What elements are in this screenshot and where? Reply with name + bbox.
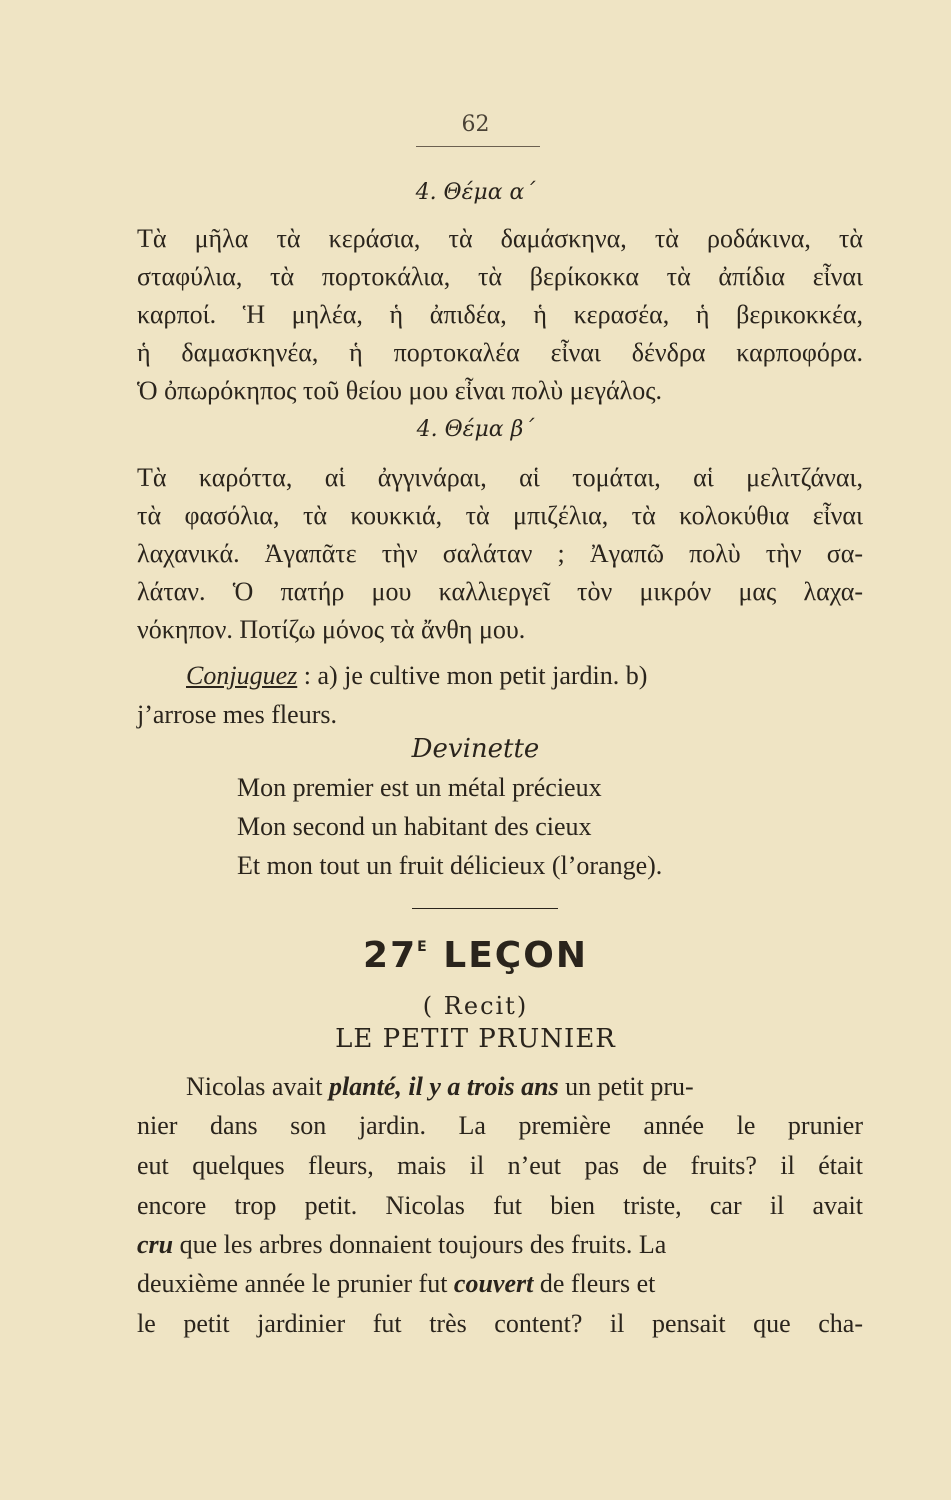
conjuguez-text: : a) je cultive mon petit jardin. b) <box>297 661 648 690</box>
story-line: eut quelques fleurs, mais il n’eut pas de fruits? il était <box>137 1151 863 1180</box>
conjuguez-line <box>186 658 863 694</box>
story-text: un petit pru- <box>558 1072 694 1101</box>
story-italic: planté, il y a trois ans <box>328 1072 559 1101</box>
story-line <box>137 1266 863 1302</box>
theme-a-line: ἡ δαμασκηνέα, ἡ πορτοκαλέα εἶναι δένδρα καρποφόρα. <box>137 338 863 367</box>
theme-a-line: σταφύλια, τὰ πορτοκάλια, τὰ βερίκοκκα τὰ ἀπίδια εἶναι <box>137 262 863 291</box>
conjuguez-line-2: j’arrose mes fleurs. <box>137 700 337 729</box>
story-italic: couvert <box>453 1269 534 1298</box>
poem-line: Mon second un habitant des cieux <box>237 812 592 841</box>
lesson-title: LE PETIT PRUNIER <box>335 1024 616 1054</box>
section-divider <box>412 908 558 909</box>
story-text: deuxième année le prunier fut <box>137 1269 454 1298</box>
story-italic: cru <box>137 1230 174 1259</box>
story-text: que les arbres donnaient toujours des fruits. La <box>173 1230 667 1259</box>
theme-a-heading: 4. Θέμα α΄ <box>415 180 536 205</box>
devinette-title: Devinette <box>411 734 540 764</box>
lesson-number: 27 <box>363 935 418 976</box>
lesson-word: LEÇON <box>443 935 588 976</box>
theme-b-line: τὰ φασόλια, τὰ κουκκιά, τὰ μπιζέλια, τὰ κολοκύθια εἶναι <box>137 501 863 530</box>
poem-line: Mon premier est un métal précieux <box>237 773 602 802</box>
lesson-heading <box>0 935 951 976</box>
poem-line: Et mon tout un fruit délicieux (l’orange). <box>237 851 663 880</box>
story-text: Nicolas avait <box>186 1072 329 1101</box>
story-line <box>137 1227 863 1263</box>
theme-a-line: καρποί. Ἡ μηλέα, ἡ ἀπιδέα, ἡ κερασέα, ἡ βερικοκκέα, <box>137 300 863 329</box>
theme-b-line: λαχανικά. Ἀγαπᾶτε τὴν σαλάταν ; Ἀγαπῶ πολὺ τὴν σα- <box>137 539 863 568</box>
conjuguez-label: Conjuguez <box>186 661 298 690</box>
theme-b-line: λάταν. Ὁ πατήρ μου καλλιεργεῖ τὸν μικρόν μας λαχα- <box>137 577 863 606</box>
page-number-rule <box>416 146 540 147</box>
theme-a-line: Τὰ μῆλα τὰ κεράσια, τὰ δαμάσκηνα, τὰ ροδάκινα, τὰ <box>137 224 863 253</box>
lesson-type: ( Recit) <box>422 992 529 1020</box>
theme-a-line: Ὁ ὀπωρόκηπος τοῦ θείου μου εἶναι πολὺ μεγάλος. <box>137 376 663 405</box>
theme-b-line: νόκηπον. Ποτίζω μόνος τὰ ἄνθη μου. <box>137 615 526 644</box>
story-text: de fleurs et <box>533 1269 656 1298</box>
story-line: encore trop petit. Nicolas fut bien triste, car il avait <box>137 1191 863 1220</box>
story-line: le petit jardinier fut très content? il pensait que cha- <box>137 1309 863 1338</box>
story-line <box>186 1069 863 1105</box>
theme-b-line: Τὰ καρόττα, αἱ ἀγγινάραι, αἱ τομάται, αἱ μελιτζάναι, <box>137 463 863 492</box>
theme-b-heading: 4. Θέμα β΄ <box>416 417 535 442</box>
story-line: nier dans son jardin. La première année le prunier <box>137 1111 863 1140</box>
lesson-sup: E <box>417 939 429 955</box>
page-number: 62 <box>461 112 490 137</box>
